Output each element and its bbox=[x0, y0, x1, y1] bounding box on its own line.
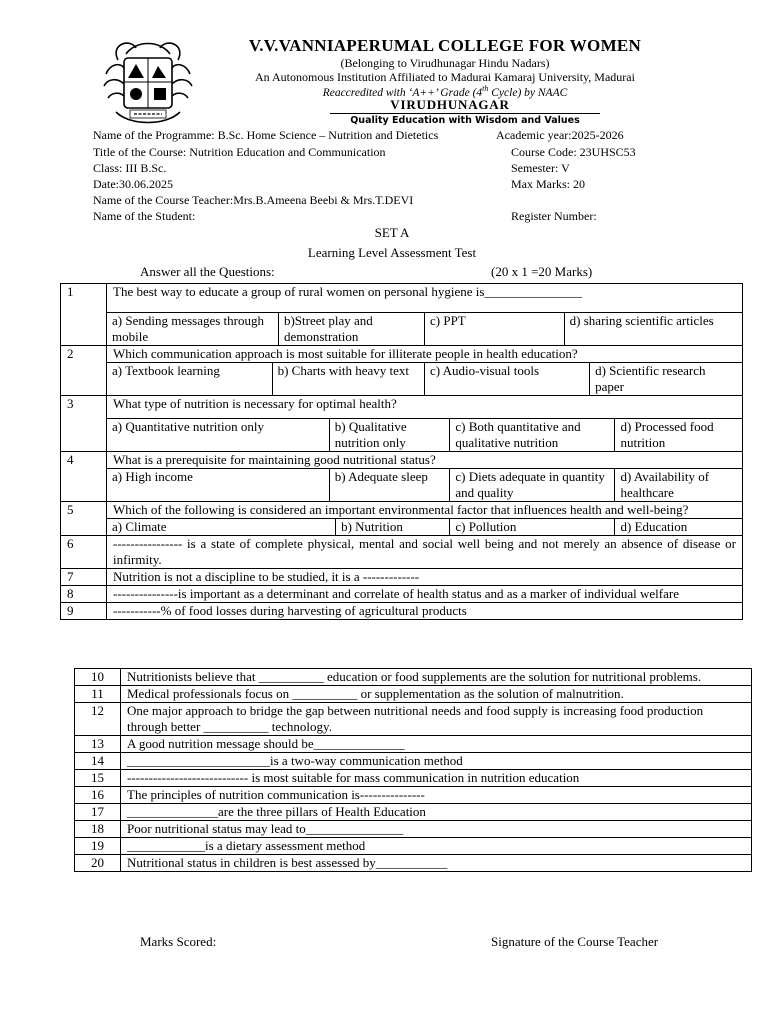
question-text: Which communication approach is most suitable for illiterate people in health education? bbox=[107, 346, 743, 363]
question-number: 15 bbox=[75, 770, 121, 787]
question-row bbox=[75, 804, 752, 821]
question-row bbox=[61, 536, 743, 569]
option-c: c) Both quantitative and qualitative nutrition bbox=[450, 419, 615, 451]
options-cell bbox=[107, 363, 743, 396]
course-teacher: Name of the Course Teacher:Mrs.B.Ameena Beebi & Mrs.T.DEVI bbox=[93, 193, 414, 207]
question-text: ____________is a dietary assessment method bbox=[121, 838, 752, 855]
question-number: 17 bbox=[75, 804, 121, 821]
option-a: a) Sending messages through mobile bbox=[107, 313, 278, 345]
question-row bbox=[75, 736, 752, 753]
options-cell bbox=[107, 469, 743, 502]
question-row bbox=[75, 770, 752, 787]
question-row bbox=[61, 502, 743, 519]
options-row bbox=[61, 313, 743, 346]
question-number: 13 bbox=[75, 736, 121, 753]
question-row bbox=[61, 603, 743, 620]
question-text: -----------% of food losses during harvesting of agricultural products bbox=[107, 603, 743, 620]
options-table bbox=[107, 419, 742, 451]
marks-scored-label: Marks Scored: bbox=[140, 934, 217, 949]
options-row bbox=[61, 419, 743, 452]
class-label: Class: III B.Sc. bbox=[93, 161, 167, 175]
options-table bbox=[107, 313, 742, 345]
question-row bbox=[61, 346, 743, 363]
question-row bbox=[75, 686, 752, 703]
option-c: c) Diets adequate in quantity and quality bbox=[450, 469, 615, 501]
question-text: ---------------is important as a determinant and correlate of health status and as a marker of individual welfare bbox=[107, 586, 743, 603]
option-c: c) PPT bbox=[424, 313, 564, 345]
question-row bbox=[75, 753, 752, 770]
option-d: d) Scientific research paper bbox=[590, 363, 742, 395]
options-row bbox=[61, 469, 743, 502]
question-text: One major approach to bridge the gap between nutritional needs and food supply is increasing food production through better __________ technology. bbox=[121, 703, 752, 736]
question-text: ______________________is a two-way communication method bbox=[121, 753, 752, 770]
question-row bbox=[75, 703, 752, 736]
question-number: 8 bbox=[61, 586, 107, 603]
semester-label: Semester: V bbox=[511, 161, 570, 175]
question-row bbox=[61, 452, 743, 469]
question-number: 6 bbox=[61, 536, 107, 569]
options-cell bbox=[107, 313, 743, 346]
question-number: 20 bbox=[75, 855, 121, 872]
question-text: ---------------- is a state of complete physical, mental and social well being and not merely an absence of disease or infirmity. bbox=[107, 536, 743, 569]
question-number: 12 bbox=[75, 703, 121, 736]
college-town: VIRUDHUNAGAR bbox=[390, 97, 510, 112]
question-row bbox=[75, 838, 752, 855]
question-number: 5 bbox=[61, 502, 107, 536]
option-b: b) Adequate sleep bbox=[329, 469, 450, 501]
options-row bbox=[61, 363, 743, 396]
question-text: The principles of nutrition communication is--------------- bbox=[121, 787, 752, 804]
question-number: 2 bbox=[61, 346, 107, 396]
option-d: d) Availability of healthcare bbox=[615, 469, 742, 501]
register-number-label: Register Number: bbox=[511, 209, 597, 223]
option-c: c) Audio-visual tools bbox=[424, 363, 589, 395]
question-text: Which of the following is considered an important environmental factor that influences health and well-being? bbox=[107, 502, 743, 519]
question-row bbox=[75, 855, 752, 872]
option-b: b) Charts with heavy text bbox=[272, 363, 424, 395]
option-d: d) Processed food nutrition bbox=[615, 419, 742, 451]
test-title: Learning Level Assessment Test bbox=[307, 245, 477, 260]
option-a: a) High income bbox=[107, 469, 329, 501]
college-autonomy: An Autonomous Institution Affiliated to Madurai Kamaraj University, Madurai bbox=[255, 70, 635, 84]
question-number: 10 bbox=[75, 669, 121, 686]
marks-scheme: (20 x 1 =20 Marks) bbox=[491, 264, 593, 279]
question-text: What is a prerequisite for maintaining good nutritional status? bbox=[107, 452, 743, 469]
question-row bbox=[61, 586, 743, 603]
question-number: 4 bbox=[61, 452, 107, 502]
college-affiliation: (Belonging to Virudhunagar Hindu Nadars) bbox=[340, 56, 550, 70]
set-label: SET A bbox=[374, 225, 410, 240]
question-text: Nutritionists believe that __________ education or food supplements are the solution for nutritional problems. bbox=[121, 669, 752, 686]
option-a: a) Textbook learning bbox=[107, 363, 272, 395]
question-text: What type of nutrition is necessary for optimal health? bbox=[107, 396, 743, 419]
question-row bbox=[61, 569, 743, 586]
college-tagline: Quality Education with Wisdom and Values bbox=[330, 113, 600, 126]
college-accreditation: Reaccredited with ‘A++’ Grade (4th Cycle) by NAAC bbox=[322, 84, 568, 99]
question-text: Poor nutritional status may lead to_______________ bbox=[121, 821, 752, 838]
question-number: 9 bbox=[61, 603, 107, 620]
question-text: Nutrition is not a discipline to be studied, it is a ------------- bbox=[107, 569, 743, 586]
question-row bbox=[61, 396, 743, 419]
exam-date: Date:30.06.2025 bbox=[93, 177, 173, 191]
option-d: d) Education bbox=[615, 519, 742, 535]
question-row bbox=[75, 787, 752, 804]
question-number: 11 bbox=[75, 686, 121, 703]
option-a: a) Climate bbox=[107, 519, 336, 535]
instruction: Answer all the Questions: bbox=[140, 264, 275, 279]
options-table bbox=[107, 363, 742, 395]
question-number: 19 bbox=[75, 838, 121, 855]
options-row bbox=[61, 519, 743, 536]
option-a: a) Quantitative nutrition only bbox=[107, 419, 329, 451]
question-text: Medical professionals focus on __________ or supplementation as the solution of malnutrition. bbox=[121, 686, 752, 703]
teacher-signature-label: Signature of the Course Teacher bbox=[491, 934, 659, 949]
questions-table-1 bbox=[60, 283, 743, 620]
question-text: The best way to educate a group of rural women on personal hygiene is_______________ bbox=[107, 284, 743, 313]
option-c: c) Pollution bbox=[450, 519, 615, 535]
course-title: Title of the Course: Nutrition Education and Communication bbox=[93, 145, 386, 159]
programme-name: Name of the Programme: B.Sc. Home Science – Nutrition and Dietetics bbox=[93, 128, 439, 142]
option-d: d) sharing scientific articles bbox=[564, 313, 742, 345]
option-b: b) Qualitative nutrition only bbox=[329, 419, 450, 451]
questions-table-2 bbox=[74, 668, 752, 872]
question-text: ---------------------------- is most suitable for mass communication in nutrition education bbox=[121, 770, 752, 787]
college-name: V.V.VANNIAPERUMAL COLLEGE FOR WOMEN bbox=[248, 36, 642, 55]
question-row bbox=[75, 669, 752, 686]
question-number: 1 bbox=[61, 284, 107, 346]
question-number: 14 bbox=[75, 753, 121, 770]
option-b: b) Nutrition bbox=[336, 519, 450, 535]
question-text: ______________are the three pillars of Health Education bbox=[121, 804, 752, 821]
question-number: 18 bbox=[75, 821, 121, 838]
max-marks: Max Marks: 20 bbox=[511, 177, 585, 191]
academic-year: Academic year:2025-2026 bbox=[496, 128, 624, 142]
options-table bbox=[107, 469, 742, 501]
question-text: A good nutrition message should be______________ bbox=[121, 736, 752, 753]
question-row bbox=[61, 284, 743, 313]
student-name-label: Name of the Student: bbox=[93, 209, 196, 223]
question-row bbox=[75, 821, 752, 838]
question-number: 3 bbox=[61, 396, 107, 452]
options-cell bbox=[107, 519, 743, 536]
course-code: Course Code: 23UHSC53 bbox=[511, 145, 636, 159]
option-b: b)Street play and demonstration bbox=[278, 313, 424, 345]
question-number: 16 bbox=[75, 787, 121, 804]
options-table bbox=[107, 519, 742, 535]
question-text: Nutritional status in children is best assessed by___________ bbox=[121, 855, 752, 872]
question-number: 7 bbox=[61, 569, 107, 586]
options-cell bbox=[107, 419, 743, 452]
